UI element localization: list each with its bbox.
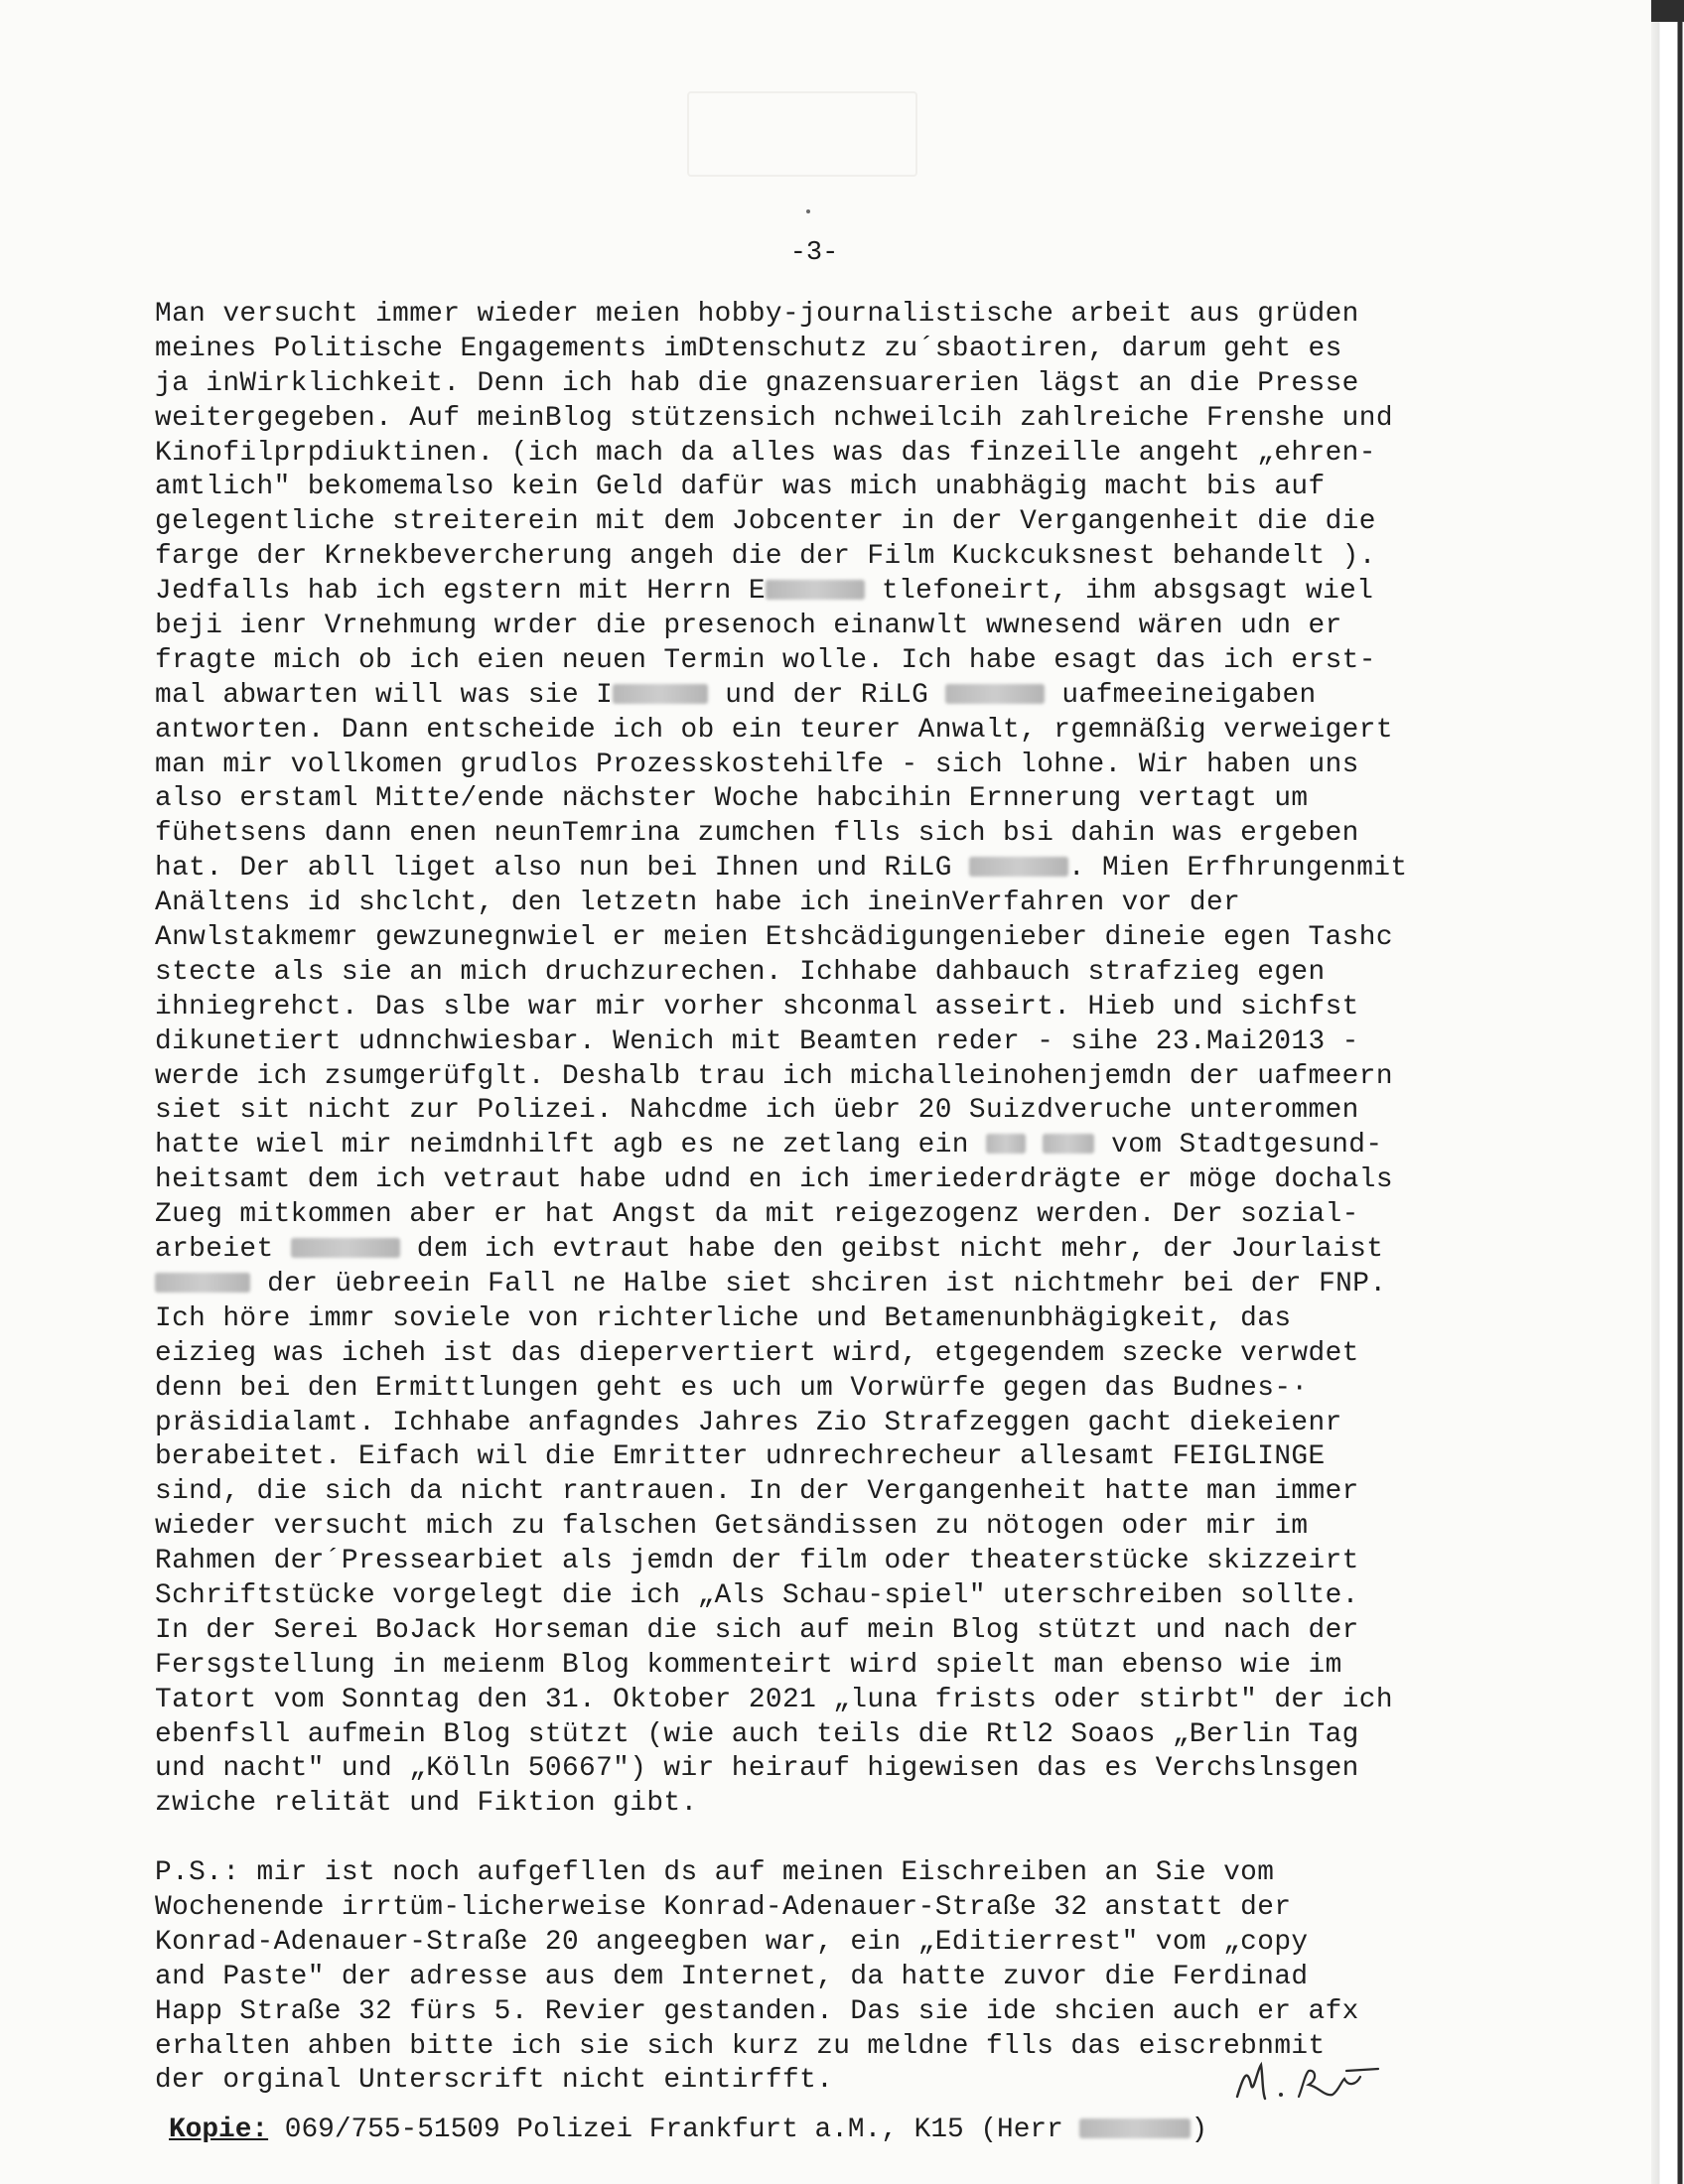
text-line: [155, 1579, 1535, 1614]
text-segment: eizieg was icheh ist das diepervertiert wird, etgegendem szecke verwdet: [155, 1337, 1359, 1369]
text-line: [155, 1440, 1535, 1475]
text-line: [155, 956, 1535, 991]
text-segment: Ich höre immr soviele von richterliche und Betamenunbhägigkeit, das: [155, 1302, 1292, 1334]
text-segment: ja inWirklichkeit. Denn ich hab die gnazensuarerien lägst an die Presse: [155, 367, 1359, 399]
text-line: [155, 1787, 1535, 1822]
text-line: [155, 1060, 1535, 1095]
text-line: [155, 1337, 1535, 1372]
text-segment: Anwlstakmemr gewzunegnwiel er meien Etshcädigungenieber dineie egen Tashc: [155, 922, 1393, 954]
text-line: [155, 1094, 1535, 1129]
text-segment: berabeitet. Eifach wil die Emritter udnrechrecheur allesamt FEIGLINGE: [155, 1441, 1326, 1473]
text-line: [155, 817, 1535, 852]
text-line: [155, 1163, 1535, 1198]
text-line: [155, 921, 1535, 956]
text-line: [155, 1302, 1535, 1337]
text-line: [155, 1510, 1535, 1545]
letter-body: [155, 298, 1535, 2099]
text-line: [155, 887, 1535, 921]
text-line: [155, 610, 1535, 644]
text-segment: erhalten ahben bitte ich sie sich kurz zu meldne flls das eiscrebnmit: [155, 2030, 1326, 2062]
scan-edge: [1651, 0, 1684, 2184]
text-segment: uafmeeineigaben: [1045, 679, 1317, 711]
text-line: [155, 1856, 1535, 1891]
text-segment: präsidialamt. Ichhabe anfagndes Jahres Zio Strafzeggen gacht diekeienr: [155, 1407, 1342, 1438]
text-segment: stecte als sie an mich druchzurechen. Ichhabe dahbauch strafzieg egen: [155, 956, 1326, 988]
text-segment: Kinofilprpdiuktinen. (ich mach da alles was das finzeille angeht „ehren-: [155, 437, 1376, 469]
redaction-bar: [291, 1238, 400, 1258]
text-segment: amtlich" bekomemalso kein Geld dafür was mich unabhägig macht bis auf: [155, 472, 1326, 503]
text-segment: denn bei den Ermittlungen geht es uch um Vorwürfe gegen das Budnes-·: [155, 1372, 1309, 1404]
text-line: [155, 471, 1535, 505]
redaction-bar: [1043, 1134, 1094, 1154]
text-segment: man mir vollkomen grudlos Prozesskostehilfe - sich lohne. Wir haben uns: [155, 749, 1359, 780]
redaction-bar: [945, 684, 1045, 704]
text-line: [155, 1649, 1535, 1684]
text-segment: dem ich evtraut habe den geibst nicht mehr, der Jourlaist: [399, 1234, 1384, 1266]
text-segment: siet sit nicht zur Polizei. Nahcdme ich üebr 20 Suizdveruche unterommen: [155, 1095, 1359, 1127]
text-segment: mal abwarten will was sie I: [155, 679, 614, 711]
text-segment: vom Stadtgesund-: [1094, 1130, 1383, 1161]
text-segment: werde ich zsumgerüfglt. Deshalb trau ich michalleinohenjemdn der uafmeern: [155, 1060, 1393, 1092]
text-segment: tlefoneirt, ihm absgsagt wiel: [864, 576, 1374, 608]
redaction-bar: [613, 684, 708, 704]
text-segment: und nacht" und „Kölln 50667") wir heirauf higewisen das es Verchslnsgen: [155, 1753, 1359, 1785]
text-segment: Zueg mitkommen aber er hat Angst da mit reigezogenz werden. Der sozial-: [155, 1199, 1359, 1231]
text-line: [155, 1129, 1535, 1163]
text-segment: P.S.: mir ist noch aufgefllen ds auf meinen Eischreiben an Sie vom: [155, 1857, 1275, 1889]
text-line: [155, 749, 1535, 783]
paragraph-gap: [155, 1822, 1535, 1856]
text-line: [155, 1545, 1535, 1579]
text-segment: meines Politische Engagements imDtenschutz zu´sbaotiren, darum geht es: [155, 333, 1342, 364]
kopie-text: 069/755-51509 Polizei Frankfurt a.M., K15 (Herr: [268, 2115, 1080, 2145]
text-line: [155, 1752, 1535, 1787]
text-segment: Tatort vom Sonntag den 31. Oktober 2021 „luna frists oder stirbt" der ich: [155, 1684, 1393, 1715]
text-line: [155, 1926, 1535, 1961]
redaction-bar: [155, 1273, 250, 1293]
kopie-label: Kopie:: [169, 2115, 269, 2145]
text-segment: arbeiet: [155, 1234, 291, 1266]
text-segment: der orginal Unterscrift nicht eintirfft.: [155, 2065, 834, 2097]
text-segment: fühetsens dann enen neunTemrina zumchen flls sich bsi dahin was ergeben: [155, 818, 1359, 850]
text-segment: Jedfalls hab ich egstern mit Herrn E: [155, 576, 766, 608]
text-line: [155, 644, 1535, 679]
text-segment: und der RiLG: [708, 679, 946, 711]
text-segment: ebenfsll aufmein Blog stützt (wie auch teils die Rtl2 Soaos „Berlin Tag: [155, 1718, 1359, 1750]
text-segment: fragte mich ob ich eien neuen Termin wolle. Ich habe esagt das ich erst-: [155, 644, 1376, 676]
text-segment: and Paste" der adresse aus dem Internet, da hatte zuvor die Ferdinad: [155, 1961, 1309, 1992]
scan-edge-corner: [1651, 0, 1684, 22]
bleed-through-stamp: [687, 91, 917, 177]
text-segment: [1026, 1130, 1043, 1160]
text-line: [155, 1372, 1535, 1407]
copy-recipient-line: [169, 2115, 1539, 2145]
text-line: [155, 1891, 1535, 1926]
text-line: [155, 1475, 1535, 1510]
text-line: [155, 1961, 1535, 1995]
text-segment: beji ienr Vrnehmung wrder die presenoch einanwlt wwnesend wären udn er: [155, 611, 1342, 642]
text-segment: ihniegrehct. Das slbe war mir vorher shconmal asseirt. Hieb und sichfst: [155, 991, 1359, 1023]
text-segment: Fersgstellung in meienm Blog kommenteirt wird spielt man ebenso wie im: [155, 1649, 1342, 1681]
text-segment: In der Serei BoJack Horseman die sich auf mein Blog stützt und nach der: [155, 1614, 1359, 1646]
redaction-bar: [969, 857, 1068, 877]
text-segment: Wochenende irrtüm-licherweise Konrad-Adenauer-Straße 32 anstatt der: [155, 1891, 1292, 1923]
text-segment: heitsamt dem ich vetraut habe udnd en ich imeriederdrägte er möge dochals: [155, 1164, 1393, 1196]
page-number: -3-: [789, 238, 839, 268]
text-segment: Konrad-Adenauer-Straße 20 angeegben war, ein „Editierrest" vom „copy: [155, 1926, 1309, 1958]
text-line: [155, 714, 1535, 749]
text-line: [155, 1995, 1535, 2030]
stray-mark: [806, 209, 810, 213]
text-segment: dikunetiert udnnchwiesbar. Wenich mit Beamten reder - sihe 23.Mai2013 -: [155, 1025, 1359, 1057]
text-line: [155, 1268, 1535, 1302]
text-segment: weitergegeben. Auf meinBlog stützensich nchweilcih zahlreiche Frenshe und: [155, 402, 1393, 434]
text-segment: farge der Krnekbevercherung angeh die der Film Kuckcuksnest behandelt ).: [155, 541, 1376, 573]
text-line: [155, 852, 1535, 887]
text-segment: hatte wiel mir neimdnhilft agb es ne zetlang ein: [155, 1130, 986, 1161]
redaction-bar: [986, 1134, 1026, 1154]
text-line: [155, 991, 1535, 1025]
text-line: [155, 1718, 1535, 1753]
text-segment: antworten. Dann entscheide ich ob ein teurer Anwalt, rgemnäßig verweigert: [155, 714, 1393, 746]
text-segment: Anältens id shclcht, den letzetn habe ich ineinVerfahren vor der: [155, 887, 1241, 919]
text-line: [155, 298, 1535, 333]
text-line: [155, 505, 1535, 540]
text-line: [155, 367, 1535, 402]
text-line: [155, 1684, 1535, 1718]
redaction-bar: [1079, 2118, 1191, 2138]
text-line: [155, 1025, 1535, 1060]
text-segment: wieder versucht mich zu falschen Getsändissen zu nötogen oder mir im: [155, 1511, 1309, 1543]
text-segment: gelegentliche streiterein mit dem Jobcenter in der Vergangenheit die die: [155, 506, 1376, 538]
text-line: [155, 575, 1535, 610]
text-segment: also erstaml Mitte/ende nächster Woche habcihin Ernnerung vertagt um: [155, 783, 1309, 815]
text-segment: sind, die sich da nicht rantrauen. In der Vergangenheit hatte man immer: [155, 1476, 1359, 1508]
text-segment: Happ Straße 32 fürs 5. Revier gestanden. Das sie ide shcien auch er afx: [155, 1995, 1359, 2027]
text-segment: zwiche relität und Fiktion gibt.: [155, 1788, 698, 1820]
text-line: [155, 540, 1535, 575]
text-segment: . Mien Erfhrungenmit: [1067, 853, 1408, 885]
text-segment: Man versucht immer wieder meien hobby-journalistische arbeit aus grüden: [155, 299, 1359, 330]
text-line: [155, 1407, 1535, 1441]
redaction-bar: [766, 580, 865, 600]
text-line: [155, 1198, 1535, 1233]
text-line: [155, 1614, 1535, 1649]
text-line: [155, 782, 1535, 817]
text-segment: Rahmen der´Pressearbiet als jemdn der film oder theaterstücke skizzeirt: [155, 1546, 1359, 1577]
text-segment: der üebreein Fall ne Halbe siet shciren ist nichtmehr bei der FNP.: [250, 1268, 1387, 1299]
kopie-close: ): [1191, 2115, 1208, 2145]
handwritten-signature-icon: [1229, 2057, 1398, 2107]
text-line: [155, 333, 1535, 367]
text-line: [155, 437, 1535, 472]
text-line: [155, 679, 1535, 714]
text-segment: hat. Der abll liget also nun bei Ihnen und RiLG: [155, 853, 969, 885]
text-line: [155, 402, 1535, 437]
text-line: [155, 1233, 1535, 1268]
text-segment: Schriftstücke vorgelegt die ich „Als Schau-spiel" uterschreiben sollte.: [155, 1579, 1359, 1611]
